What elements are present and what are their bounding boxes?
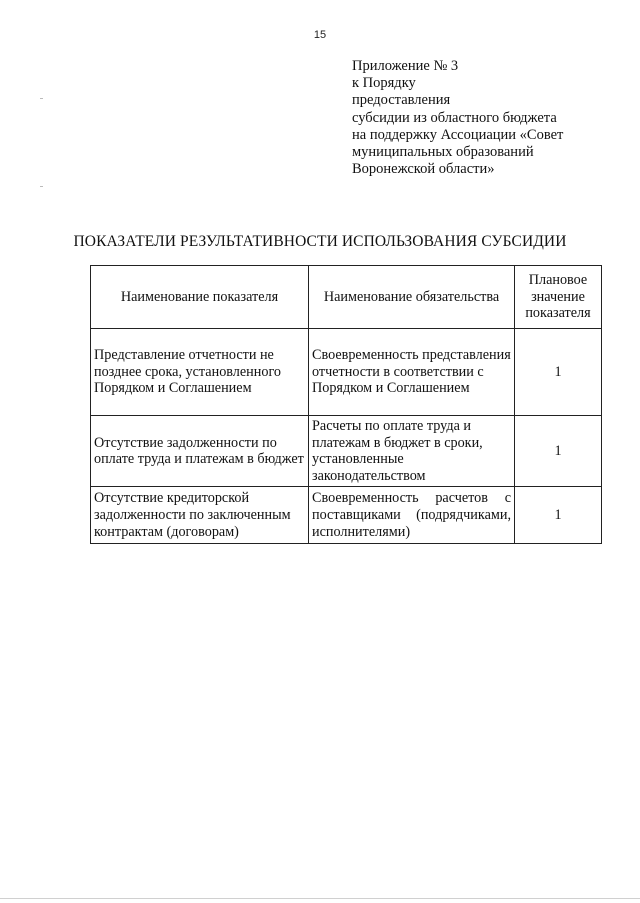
- cell-obligation: Своевременность представления отчетности в соответствии с Порядком и Соглашением: [309, 329, 515, 416]
- appendix-reference: [352, 58, 632, 178]
- appendix-line: на поддержку Ассоциации «Совет: [352, 126, 564, 143]
- cell-indicator: Представление отчетности не позднее срока, установленного Порядком и Соглашением: [91, 329, 309, 416]
- appendix-line: субсидии из областного бюджета: [352, 109, 557, 126]
- scan-edge-line: [0, 898, 640, 899]
- header-obligation-name: Наименование обязательства: [309, 266, 515, 329]
- header-indicator-name: Наименование показателя: [91, 266, 309, 329]
- cell-indicator: Отсутствие задолженности по оплате труда и платежам в бюджет: [91, 416, 309, 487]
- header-planned-value: Плановое значение показателя: [515, 266, 602, 329]
- document-title: ПОКАЗАТЕЛИ РЕЗУЛЬТАТИВНОСТИ ИСПОЛЬЗОВАНИЯ СУБСИДИИ: [73, 233, 567, 250]
- page-number: 15: [313, 29, 327, 41]
- scan-mark: [40, 186, 43, 187]
- table-row: [91, 329, 602, 416]
- cell-planned-value: 1: [515, 416, 602, 487]
- table-row: [91, 416, 602, 487]
- cell-planned-value: 1: [515, 329, 602, 416]
- appendix-line: муниципальных образований: [352, 144, 534, 161]
- appendix-line: Приложение № 3: [352, 58, 459, 74]
- appendix-line: Воронежской области»: [352, 161, 495, 178]
- indicators-table: [90, 265, 602, 544]
- table-row: [91, 487, 602, 544]
- table-header-row: [91, 266, 602, 329]
- cell-planned-value: 1: [515, 487, 602, 544]
- cell-indicator: Отсутствие кредиторской задолженности по заключенным контрактам (договорам): [91, 487, 309, 544]
- cell-obligation: Своевременность расчетов с поставщиками (подрядчиками, исполнителями): [309, 487, 515, 544]
- scan-mark: [40, 98, 43, 99]
- appendix-line: к Порядку: [352, 75, 416, 92]
- cell-obligation: Расчеты по оплате труда и платежам в бюджет в сроки, установленные законодательством: [309, 416, 515, 487]
- appendix-line: предоставления: [352, 92, 451, 109]
